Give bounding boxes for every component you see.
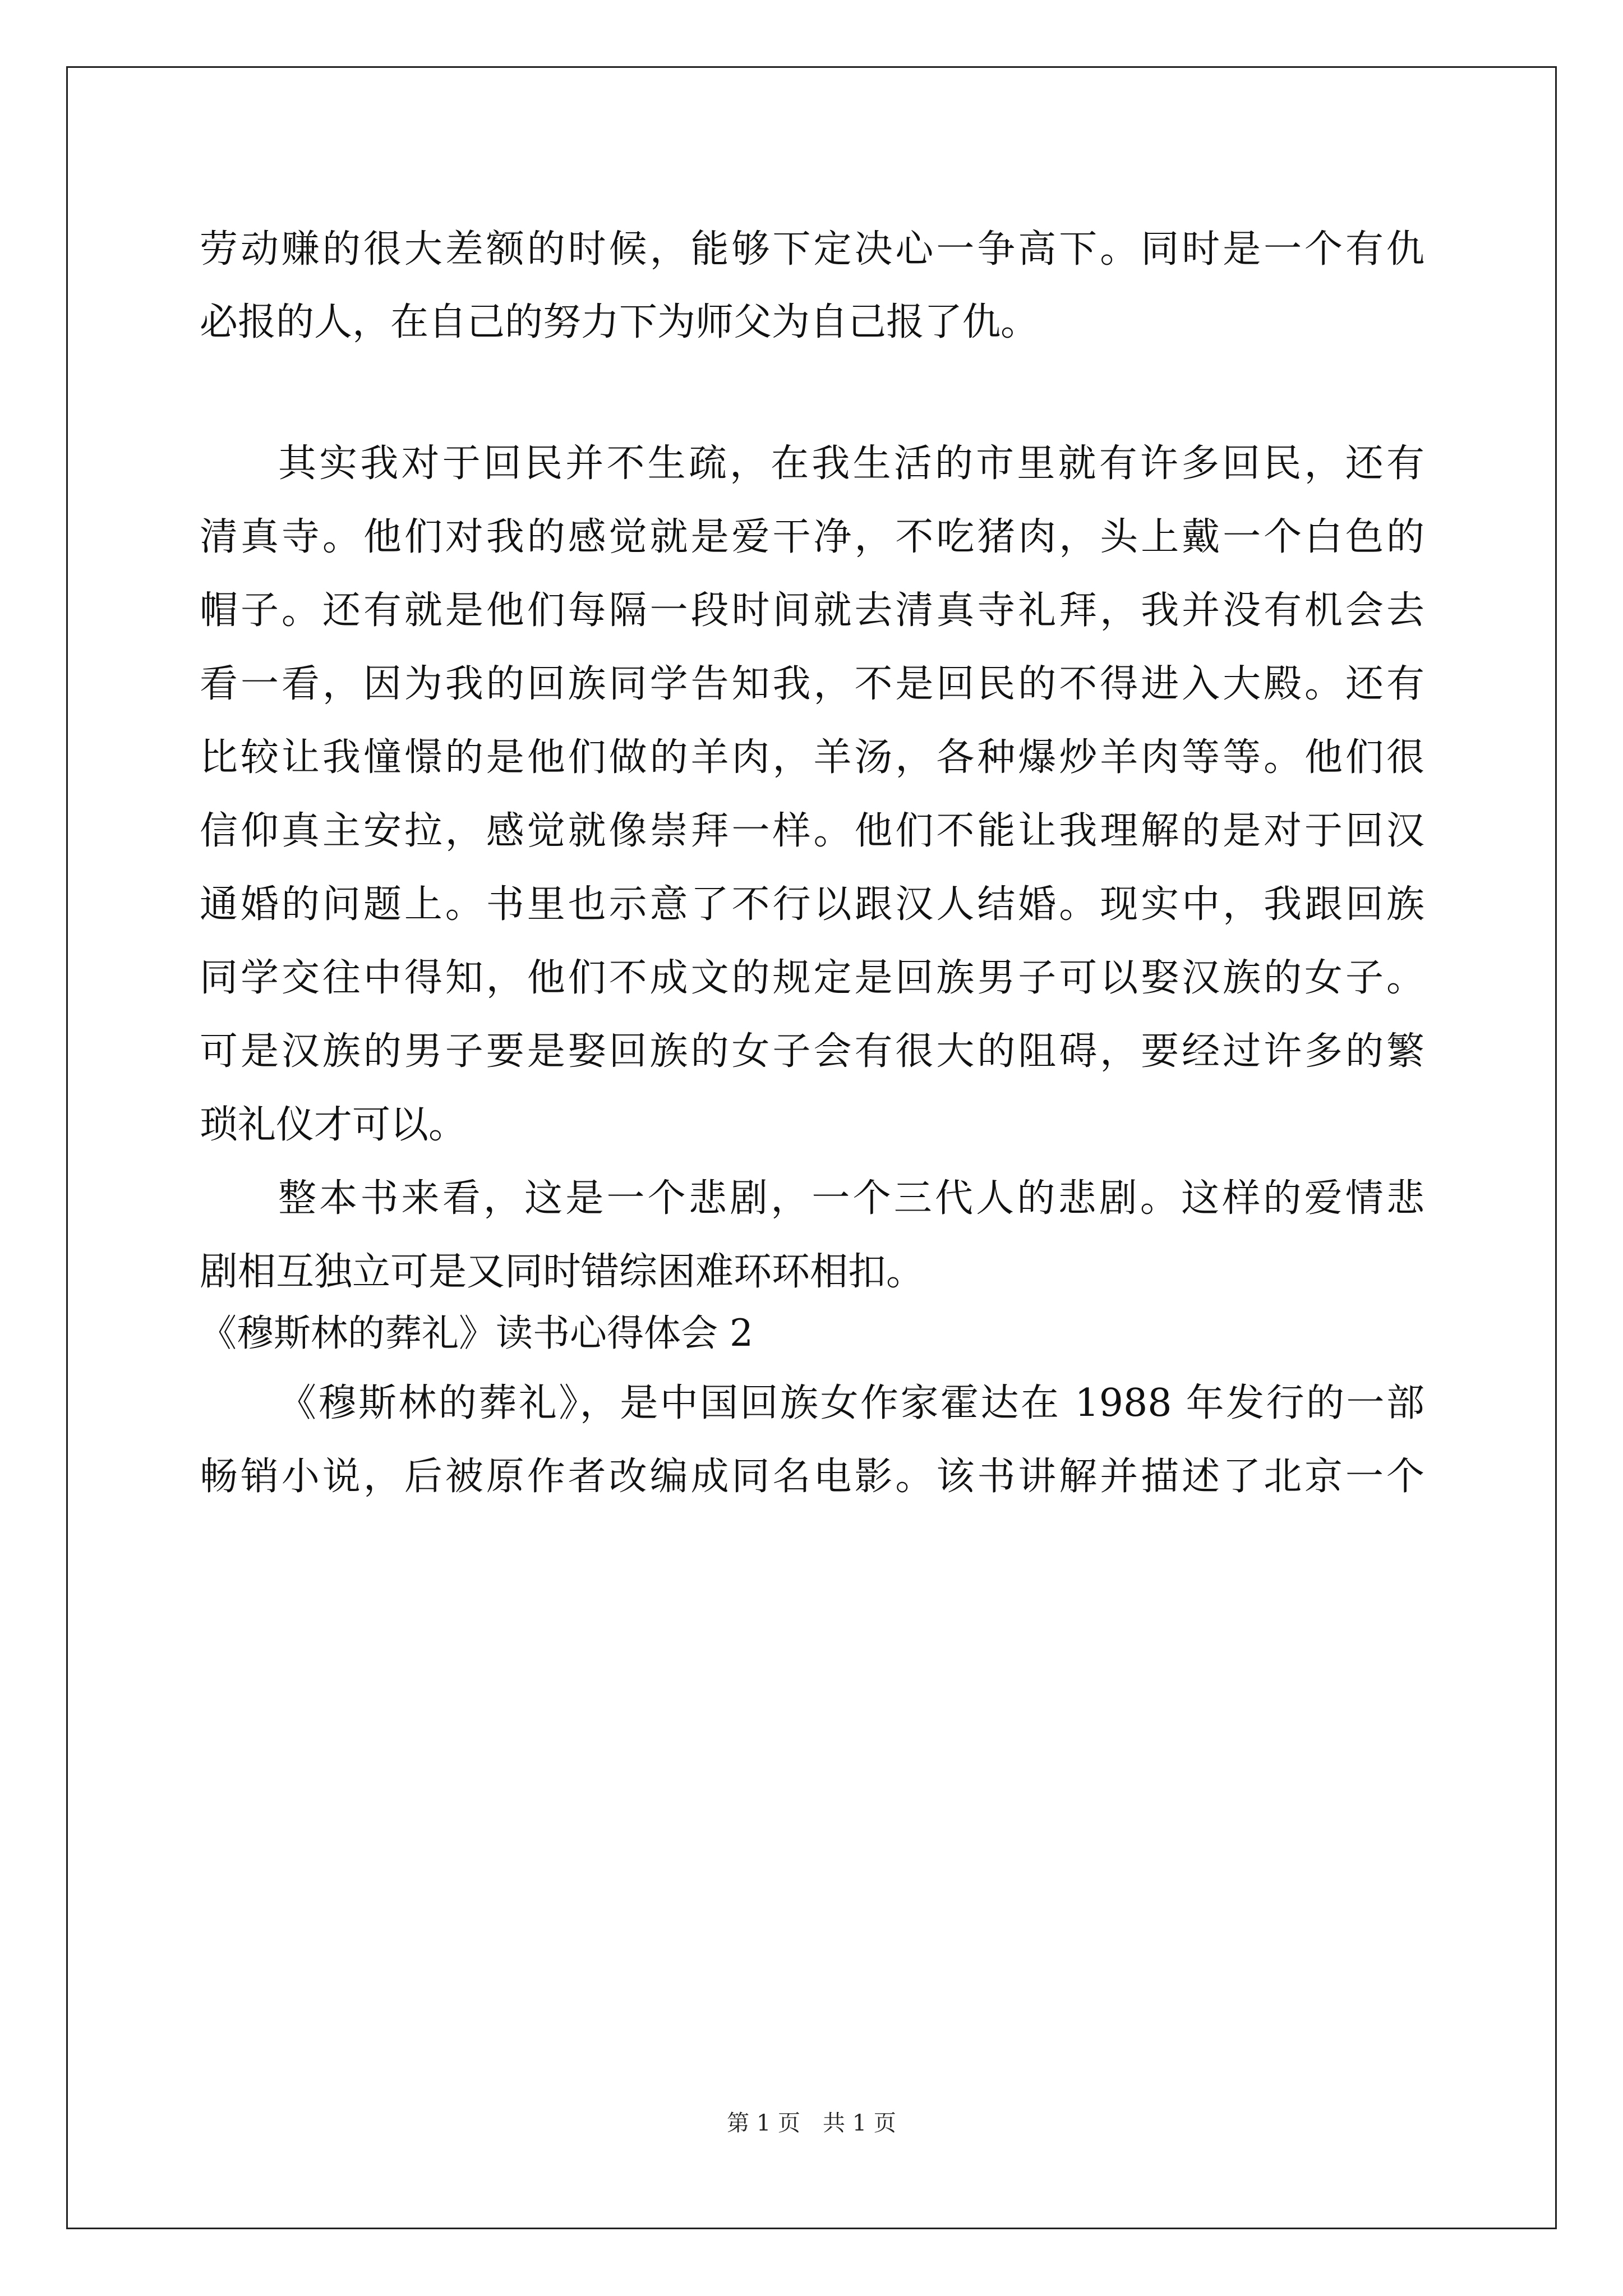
paragraph-line: 可是汉族的男子要是娶回族的女子会有很大的阻碍，要经过许多的繁 <box>200 1029 1424 1074</box>
paragraph-line: 必报的人，在自己的努力下为师父为自己报了仇。 <box>200 300 1039 344</box>
paragraph-line: 清真寺。他们对我的感觉就是爱干净，不吃猪肉，头上戴一个白色的 <box>200 515 1424 559</box>
paragraph-line: 琐礼仪才可以。 <box>200 1103 467 1147</box>
paragraph-line: 信仰真主安拉，感觉就像崇拜一样。他们不能让我理解的是对于回汉 <box>200 809 1424 853</box>
paragraph-line: 同学交往中得知，他们不成文的规定是回族男子可以娶汉族的女子。 <box>200 956 1424 1000</box>
paragraph-line: 剧相互独立可是又同时错综困难环环相扣。 <box>200 1250 925 1294</box>
paragraph-line: 看一看，因为我的回族同学告知我，不是回民的不得进入大殿。还有 <box>200 662 1424 706</box>
paragraph-line: 通婚的问题上。书里也示意了不行以跟汉人结婚。现实中，我跟回族 <box>200 882 1424 927</box>
paragraph-line: 劳动赚的很大差额的时候，能够下定决心一争高下。同时是一个有仇 <box>200 227 1424 272</box>
paragraph-line: 《穆斯林的葬礼》，是中国回族女作家霍达在 1988 年发行的一部 <box>278 1381 1424 1425</box>
page-number: 第 1 页 共 1 页 <box>727 2110 896 2136</box>
paragraph-line: 比较让我憧憬的是他们做的羊肉，羊汤，各种爆炒羊肉等等。他们很 <box>200 735 1424 780</box>
paragraph-line: 帽子。还有就是他们每隔一段时间就去清真寺礼拜，我并没有机会去 <box>200 588 1424 633</box>
paragraph-line: 其实我对于回民并不生疏，在我生活的市里就有许多回民，还有 <box>278 441 1424 486</box>
paragraph-line: 整本书来看，这是一个悲剧，一个三代人的悲剧。这样的爱情悲 <box>278 1176 1424 1221</box>
section-heading: 《穆斯林的葬礼》读书心得体会 2 <box>200 1312 753 1355</box>
paragraph-line: 畅销小说，后被原作者改编成同名电影。该书讲解并描述了北京一个 <box>200 1455 1424 1499</box>
